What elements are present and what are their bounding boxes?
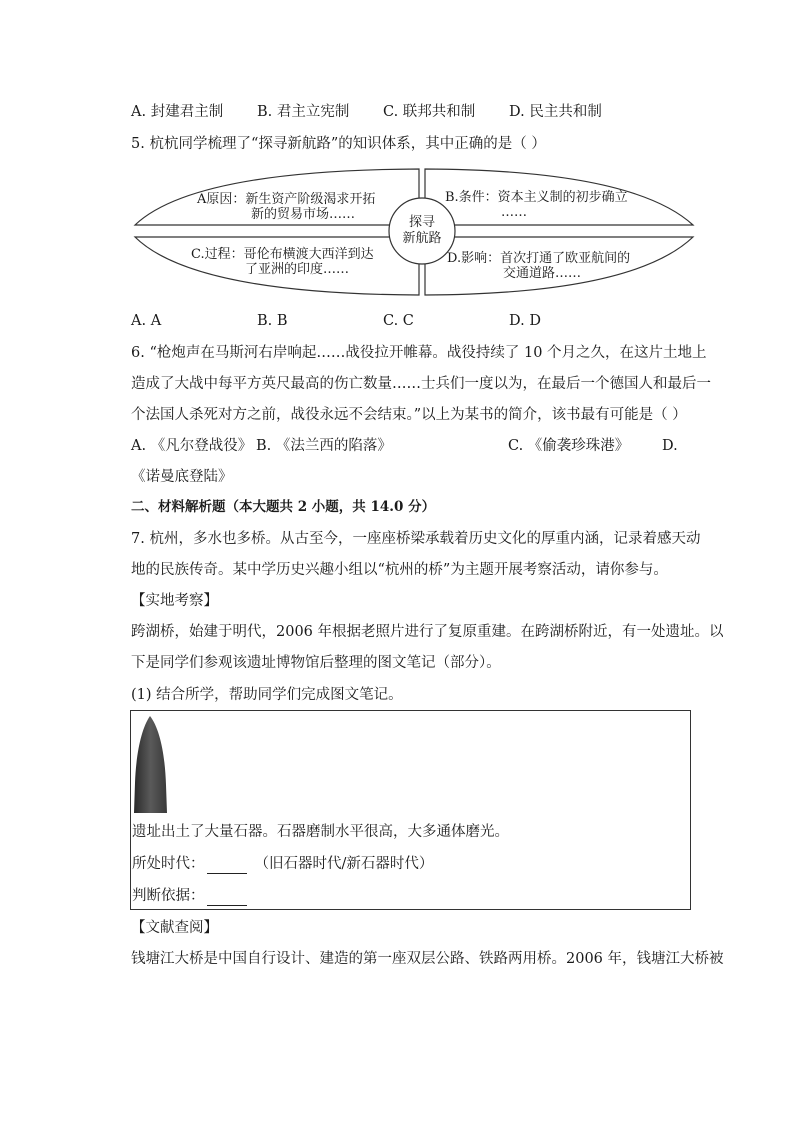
q6-option-d-prefix: D. <box>662 438 678 454</box>
q5-option-c: C. C <box>383 313 414 329</box>
era-answer-blank[interactable] <box>207 859 247 874</box>
new-route-diagram <box>133 166 695 300</box>
q6-line1: 6. “枪炮声在马斯河右岸响起……战役拉开帷幕。战役持续了 10 个月之久，在这片土地上 <box>131 345 707 361</box>
q6-line3: 个法国人杀死对方之前，战役永远不会结束。”以上为某书的简介，该书最有可能是（ ） <box>131 407 687 423</box>
q4-option-a: A. 封建君主制 <box>131 104 224 120</box>
q5-stem: 5. 杭杭同学梳理了“探寻新航路”的知识体系，其中正确的是（ ） <box>131 136 546 152</box>
q4-option-c: C. 联邦共和制 <box>383 104 476 120</box>
q7-heading-literature: 【文献查阅】 <box>131 920 218 936</box>
box-era-label: 所处时代： <box>132 856 205 872</box>
diagram-d-line1: D.影响：首次打通了欧亚航间的 <box>447 251 631 266</box>
diagram-b-line2: …… <box>501 205 527 220</box>
stone-tool-image <box>132 715 168 815</box>
diagram-center-line2: 新航路 <box>402 231 442 246</box>
box-basis-label: 判断依据： <box>132 888 205 904</box>
q7-p1-line1: 跨湖桥，始建于明代，2006 年根据老照片进行了复原重建。在跨湖桥附近，有一处遗址。以 <box>131 624 724 640</box>
note-box <box>130 710 691 910</box>
q7-heading-field-study: 【实地考察】 <box>131 593 218 609</box>
basis-answer-blank[interactable] <box>207 891 247 906</box>
q7-sub1: (1) 结合所学，帮助同学们完成图文笔记。 <box>131 687 403 703</box>
box-era-row <box>132 854 433 874</box>
diagram-c-line1: C.过程：哥伦布横渡大西洋到达 <box>191 247 374 262</box>
diagram-center-line1: 探寻 <box>408 215 435 230</box>
box-era-hint: （旧石器时代/新石器时代） <box>254 856 434 872</box>
q5-option-d: D. D <box>509 313 541 329</box>
box-line1: 遗址出土了大量石器。石器磨制水平很高，大多通体磨光。 <box>132 824 509 840</box>
section2-title: 二、材料解析题（本大题共 2 小题，共 14.0 分） <box>131 499 436 515</box>
q7-line1: 7. 杭州，多水也多桥。从古至今，一座座桥梁承载着历史文化的厚重内涵，记录着感天动 <box>131 531 701 547</box>
q5-option-b: B. B <box>257 313 288 329</box>
q5-option-a: A. A <box>131 313 162 329</box>
diagram-c-line2: 了亚洲的印度…… <box>245 262 350 277</box>
diagram-a-line1: A原因：新生资产阶级渴求开拓 <box>197 192 376 207</box>
q6-option-c: C. 《偷袭珍珠港》 <box>508 438 630 454</box>
q7-p2-line1: 钱塘江大桥是中国自行设计、建造的第一座双层公路、铁路两用桥。2006 年，钱塘江大桥被 <box>131 951 724 967</box>
q7-line2: 地的民族传奇。某中学历史兴趣小组以“杭州的桥”为主题开展考察活动，请你参与。 <box>131 562 668 578</box>
diagram-a-line2: 新的贸易市场…… <box>251 207 356 222</box>
q6-option-d-text: 《诺曼底登陆》 <box>131 469 233 485</box>
q7-p1-line2: 下是同学们参观该遗址博物馆后整理的图文笔记（部分）。 <box>131 655 501 671</box>
diagram-b-line1: B.条件：资本主义制的初步确立 <box>445 190 628 205</box>
q4-option-d: D. 民主共和制 <box>509 104 602 120</box>
q6-option-a: A. 《凡尔登战役》 <box>131 438 253 454</box>
diagram-d-line2: 交通道路…… <box>503 266 582 281</box>
q6-option-b: B. 《法兰西的陷落》 <box>256 438 392 454</box>
box-basis-row <box>132 886 249 906</box>
q6-line2: 造成了大战中每平方英尺最高的伤亡数量……士兵们一度以为，在最后一个德国人和最后一 <box>131 376 711 392</box>
q4-option-b: B. 君主立宪制 <box>257 104 350 120</box>
